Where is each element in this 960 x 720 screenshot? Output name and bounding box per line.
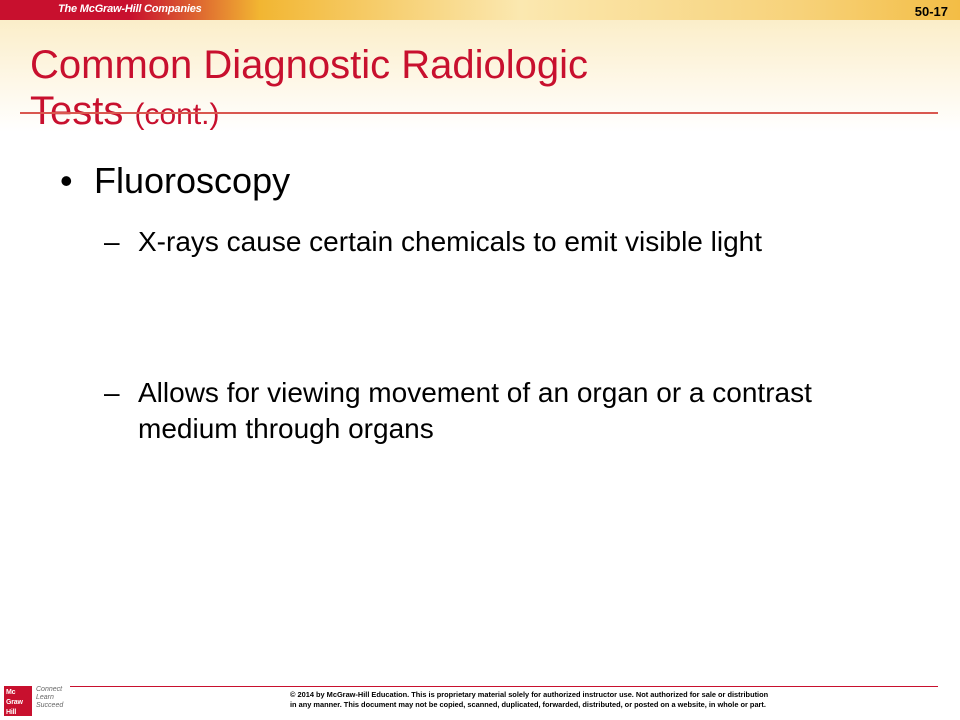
sub-marker: – <box>104 226 120 257</box>
bullet-text: Fluoroscopy <box>94 160 291 201</box>
copyright-line: © 2014 by McGraw-Hill Education. This is proprietary material solely for authorized instructor use. Not authorized for sale or distribution <box>290 690 769 699</box>
header-band <box>0 0 960 20</box>
logo-text: Mc <box>6 689 16 696</box>
title-line-2: Tests <box>30 89 124 133</box>
tagline-word: Connect <box>36 686 63 693</box>
slide-title <box>30 42 588 138</box>
bullet-marker: • <box>60 160 73 201</box>
logo-text: Graw <box>6 699 23 706</box>
tagline <box>36 686 63 710</box>
sub-marker: – <box>104 377 120 408</box>
copyright-notice <box>290 690 950 710</box>
footer-divider <box>70 686 938 687</box>
publisher-brand: The McGraw-Hill Companies <box>58 3 202 15</box>
title-line-1: Common Diagnostic Radiologic <box>30 43 589 87</box>
sub-item <box>104 375 904 447</box>
tagline-word: Succeed <box>36 702 64 709</box>
slide-number: 50-17 <box>914 4 948 19</box>
title-cont: (cont.) <box>134 98 220 131</box>
sub-item-text: Allows for viewing movement of an organ or a contrast medium through organs <box>138 377 812 444</box>
title-area <box>0 20 960 132</box>
mcgraw-hill-logo <box>4 686 32 716</box>
logo-text: Hill <box>6 709 17 716</box>
title-divider <box>20 112 938 114</box>
sub-item <box>104 224 904 260</box>
sub-item-text: X-rays cause certain chemicals to emit visible light <box>138 226 763 257</box>
tagline-word: Learn <box>36 694 54 701</box>
copyright-line: in any manner. This document may not be copied, scanned, duplicated, forwarded, distributed, or posted on a website, in whole or part. <box>290 700 766 709</box>
